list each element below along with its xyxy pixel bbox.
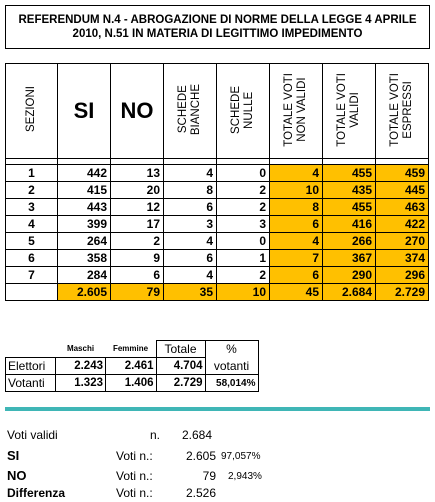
table-cell: 3 [217,216,270,233]
table-cell: 2 [6,182,58,199]
electors-table [5,340,259,392]
header-validi: TOTALE VOTI VALIDI [323,64,376,159]
header-no: NO [111,64,164,159]
total-no: 79 [111,284,164,301]
differenza-value: 2.526 [185,486,216,500]
table-cell: 3 [6,199,58,216]
total-espressi: 2.729 [376,284,429,301]
table-cell: 459 [376,165,429,182]
table-cell: 4 [164,165,217,182]
table-cell: 9 [111,250,164,267]
table-cell: 0 [217,233,270,250]
votanti-maschi: 1.323 [56,375,106,392]
header-totale: Totale [156,341,205,358]
table-cell: 358 [58,250,111,267]
elettori-maschi: 2.243 [56,358,106,375]
table-cell: 12 [111,199,164,216]
differenza-voti-n: Voti n.: [116,486,153,500]
voti-validi-value: 2.684 [182,428,213,442]
header-si: SI [58,64,111,159]
table-cell: 290 [323,267,376,284]
table-row [6,165,429,182]
table-cell: 17 [111,216,164,233]
table-cell: 4 [164,233,217,250]
votanti-percent: 58,014% [205,375,258,392]
table-cell: 0 [217,165,270,182]
table-cell: 416 [323,216,376,233]
header-schede-nulle: SCHEDE NULLE [217,64,270,159]
table-cell: 422 [376,216,429,233]
table-cell: 266 [323,233,376,250]
table-cell: 5 [6,233,58,250]
differenza-label: Differenza [7,486,66,500]
table-cell: 10 [270,182,323,199]
totals-row [6,284,429,301]
header-votanti: votanti [205,358,258,375]
table-cell: 6 [111,267,164,284]
table-cell: 415 [58,182,111,199]
table-cell: 7 [270,250,323,267]
table-cell: 374 [376,250,429,267]
table-row [6,182,429,199]
table-cell: 1 [217,250,270,267]
table-cell: 6 [6,250,58,267]
table-cell: 445 [376,182,429,199]
header-maschi: Maschi [66,344,95,354]
total-si: 2.605 [58,284,111,301]
no-percent: 2,943% [228,471,262,482]
table-cell: 3 [164,216,217,233]
header-non-validi: TOTALE VOTI NON VALIDI [270,64,323,159]
table-cell: 367 [323,250,376,267]
header-pct: % [205,341,258,358]
voti-validi-label: Voti validi [7,428,58,442]
table-cell: 20 [111,182,164,199]
table-cell: 399 [58,216,111,233]
table-cell: 7 [6,267,58,284]
elettori-label: Elettori [6,358,56,375]
electors-row [6,358,259,375]
voti-validi-n: n. [150,428,161,442]
table-row [6,267,429,284]
header-schede-bianche: SCHEDE BIANCHE [164,64,217,159]
table-cell: 264 [58,233,111,250]
table-cell: 6 [164,250,217,267]
si-label: SI [7,448,20,463]
table-cell: 296 [376,267,429,284]
table-cell: 270 [376,233,429,250]
table-row [6,250,429,267]
header-sezioni: SEZIONI [6,64,58,159]
no-label: NO [7,468,27,483]
si-value: 2.605 [185,449,216,463]
table-row [6,199,429,216]
table-cell: 4 [270,165,323,182]
header-femmine: Femmine [112,344,149,354]
si-voti-n: Voti n.: [116,449,153,463]
total-nulle: 10 [217,284,270,301]
no-voti-n: Voti n.: [116,469,153,483]
title-box [5,5,430,49]
table-cell: 443 [58,199,111,216]
table-cell: 284 [58,267,111,284]
table-cell: 6 [164,199,217,216]
total-validi: 2.684 [323,284,376,301]
table-cell: 8 [270,199,323,216]
header-espressi: TOTALE VOTI ESPRESSI [376,64,429,159]
table-cell: 1 [6,165,58,182]
table-cell: 4 [6,216,58,233]
table-row [6,216,429,233]
table-cell: 2 [217,182,270,199]
table-cell: 2 [217,199,270,216]
total-bianche: 35 [164,284,217,301]
total-non-validi: 45 [270,284,323,301]
votanti-totale: 2.729 [156,375,205,392]
table-row [6,233,429,250]
results-table [5,63,429,301]
title-line-1: REFERENDUM N.4 - ABROGAZIONE DI NORME DELLA LEGGE 4 APRILE [18,14,417,26]
table-cell: 455 [323,199,376,216]
votanti-femmine: 1.406 [106,375,157,392]
table-cell: 4 [270,233,323,250]
electors-header-row [6,341,259,358]
table-cell: 8 [164,182,217,199]
si-percent: 97,057% [221,451,261,462]
divider-line [5,407,430,411]
table-cell: 435 [323,182,376,199]
votanti-row [6,375,259,392]
table-cell: 2 [111,233,164,250]
table-cell: 442 [58,165,111,182]
title-line-2: 2010, N.51 IN MATERIA DI LEGITTIMO IMPEDIMENTO [72,28,363,40]
votanti-label: Votanti [6,375,56,392]
elettori-femmine: 2.461 [106,358,157,375]
table-cell: 13 [111,165,164,182]
table-cell: 4 [164,267,217,284]
no-value: 79 [202,469,216,483]
header-row [6,64,429,159]
table-cell: 455 [323,165,376,182]
table-cell [6,341,56,358]
table-cell: 6 [270,267,323,284]
totals-empty-cell [6,284,58,301]
table-cell: 2 [217,267,270,284]
table-cell: 463 [376,199,429,216]
table-cell: 6 [270,216,323,233]
elettori-totale: 4.704 [156,358,205,375]
